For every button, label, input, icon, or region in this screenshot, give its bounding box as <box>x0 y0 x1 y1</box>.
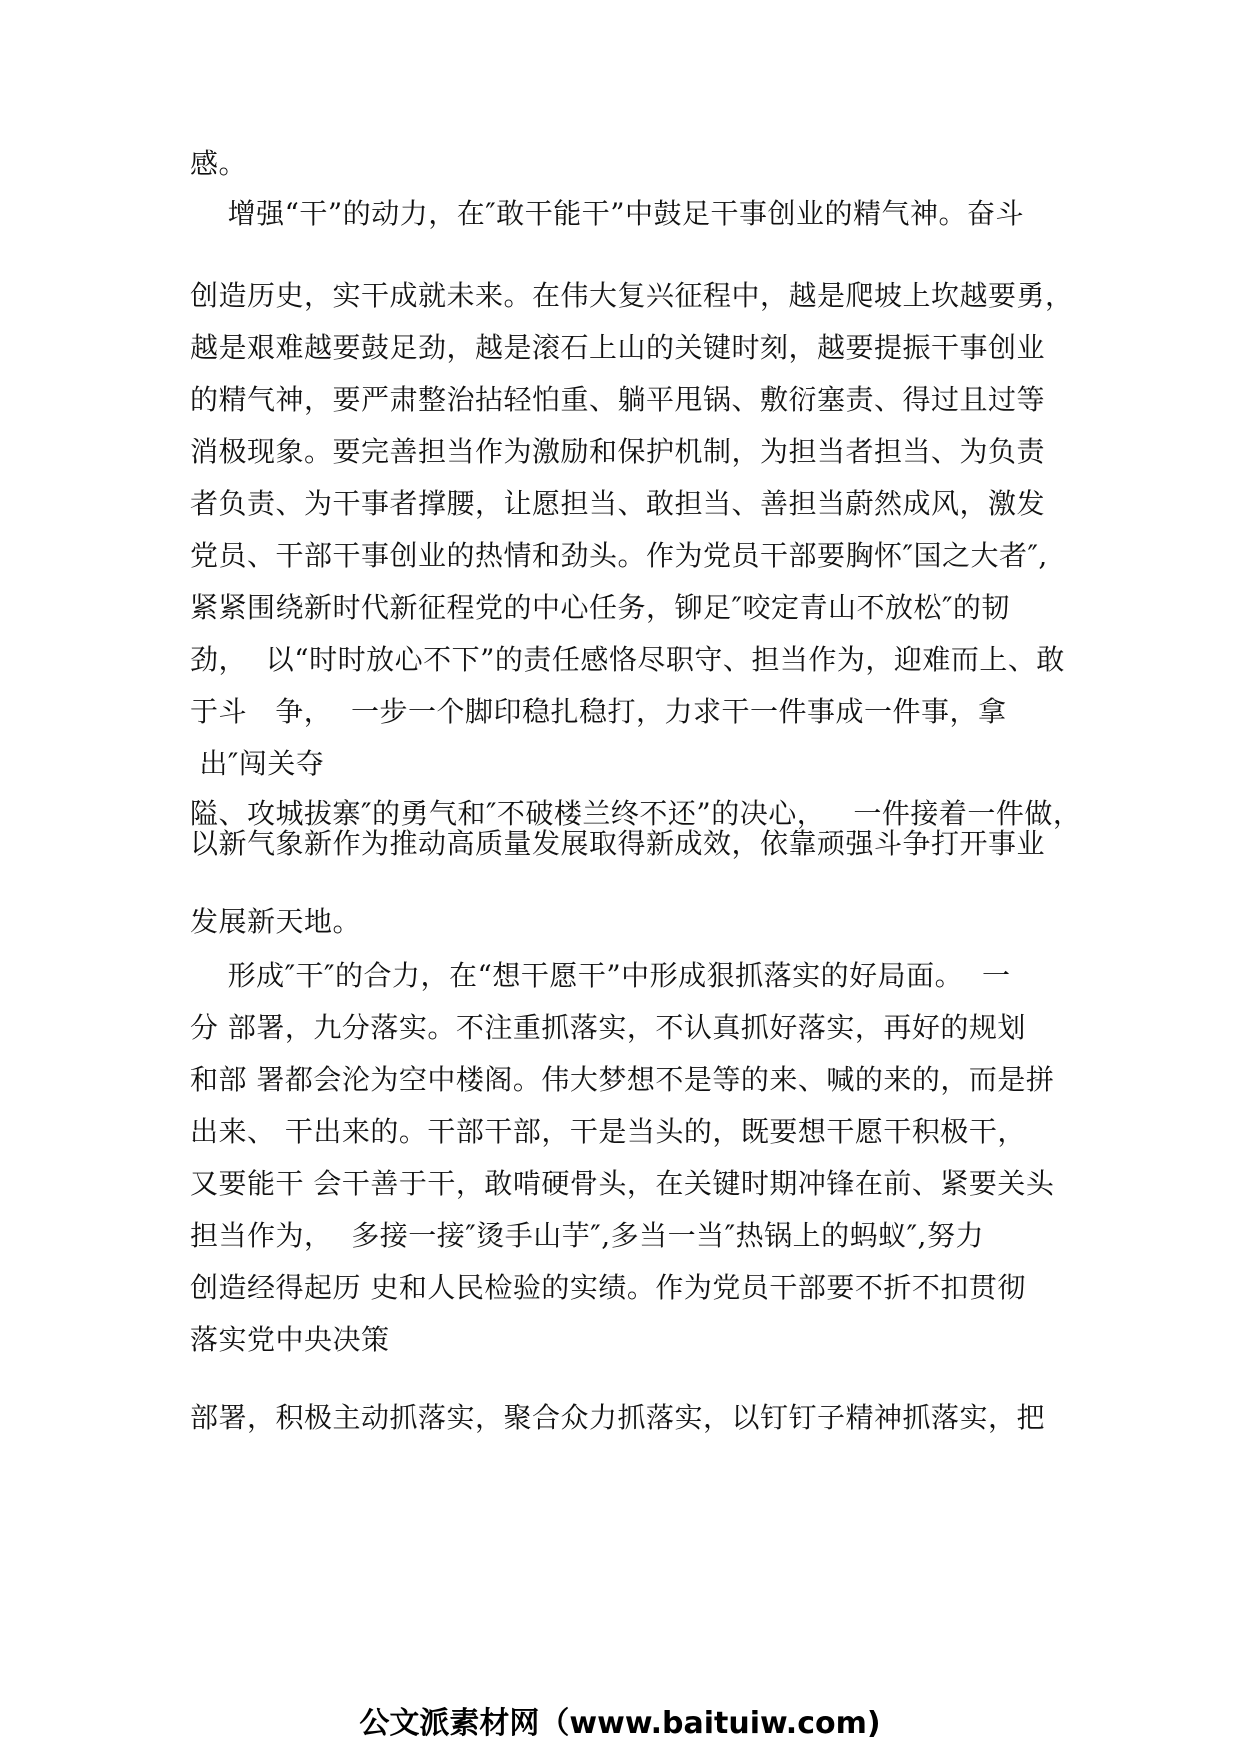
body-text-line: 创造经得起历 史和人民检验的实绩。作为党员干部要不折不扣贯彻 <box>190 1271 1026 1304</box>
body-text-line: 部署，积极主动抓落实，聚合众力抓落实，以钉钉子精神抓落实，把 <box>190 1401 1046 1434</box>
body-text-line: 落实党中央决策 <box>190 1323 390 1356</box>
body-text-line: 担当作为， 多接一接″烫手山芋″,多当一当″热锅上的蚂蚁″,努力 <box>190 1219 984 1252</box>
body-text-line: 的精气神，要严肃整治拈轻怕重、躺平甩锅、敷衍塞责、得过且过等 <box>190 383 1046 416</box>
body-text-line: 紧紧围绕新时代新征程党的中心任务，铆足″咬定青山不放松″的韧 <box>190 591 1010 624</box>
body-text-line: 于斗 争， 一步一个脚印稳扎稳打，力求干一件事成一件事，拿 <box>190 695 1007 728</box>
body-text-line: 和部 署都会沦为空中楼阁。伟大梦想不是等的来、喊的来的，而是拼 <box>190 1063 1055 1096</box>
body-text-line: 党员、干部干事创业的热情和劲头。作为党员干部要胸怀″国之大者″, <box>190 539 1048 572</box>
body-text-line: 创造历史，实干成就未来。在伟大复兴征程中，越是爬坡上坎越要勇， <box>190 279 1074 312</box>
body-text-line: 劲， 以“时时放心不下”的责任感恪尽职守、担当作为，迎难而上、敢 <box>190 643 1065 676</box>
body-text-line: 者负责、为干事者撑腰，让愿担当、敢担当、善担当蔚然成风，激发 <box>190 487 1046 520</box>
body-text-line: 发展新天地。 <box>190 905 362 938</box>
body-text-line: 以新气象新作为推动高质量发展取得新成效，依靠顽强斗争打开事业 <box>190 827 1046 860</box>
body-text-line: 隘、攻城拔寨″的勇气和″不破楼兰终不还”的决心， 一件接着一件做， <box>190 797 1082 830</box>
body-text-line: 增强“干”的动力，在″敢干能干”中鼓足干事创业的精气神。奋斗 <box>190 197 1025 230</box>
body-text-line: 分 部署，九分落实。不注重抓落实，不认真抓好落实，再好的规划 <box>190 1011 1026 1044</box>
body-text-line: 越是艰难越要鼓足劲，越是滚石上山的关键时刻，越要提振干事创业 <box>190 331 1046 364</box>
body-text-line: 又要能干 会干善于干，敢啃硬骨头，在关键时期冲锋在前、紧要关头 <box>190 1167 1055 1200</box>
footer-watermark-text: 公文派素材网（www.baituiw.com) <box>359 1706 881 1741</box>
body-text-line: 消极现象。要完善担当作为激励和保护机制，为担当者担当、为负责 <box>190 435 1046 468</box>
body-text-line: 形成″干″的合力，在“想干愿干”中形成狠抓落实的好局面。 一 <box>190 959 1011 992</box>
body-text-line: 出″闯关夺 <box>190 747 325 780</box>
body-text-line: 出来、 干出来的。干部干部，干是当头的，既要想干愿干积极干， <box>190 1115 1026 1148</box>
body-text-line: 感。 <box>190 147 248 180</box>
